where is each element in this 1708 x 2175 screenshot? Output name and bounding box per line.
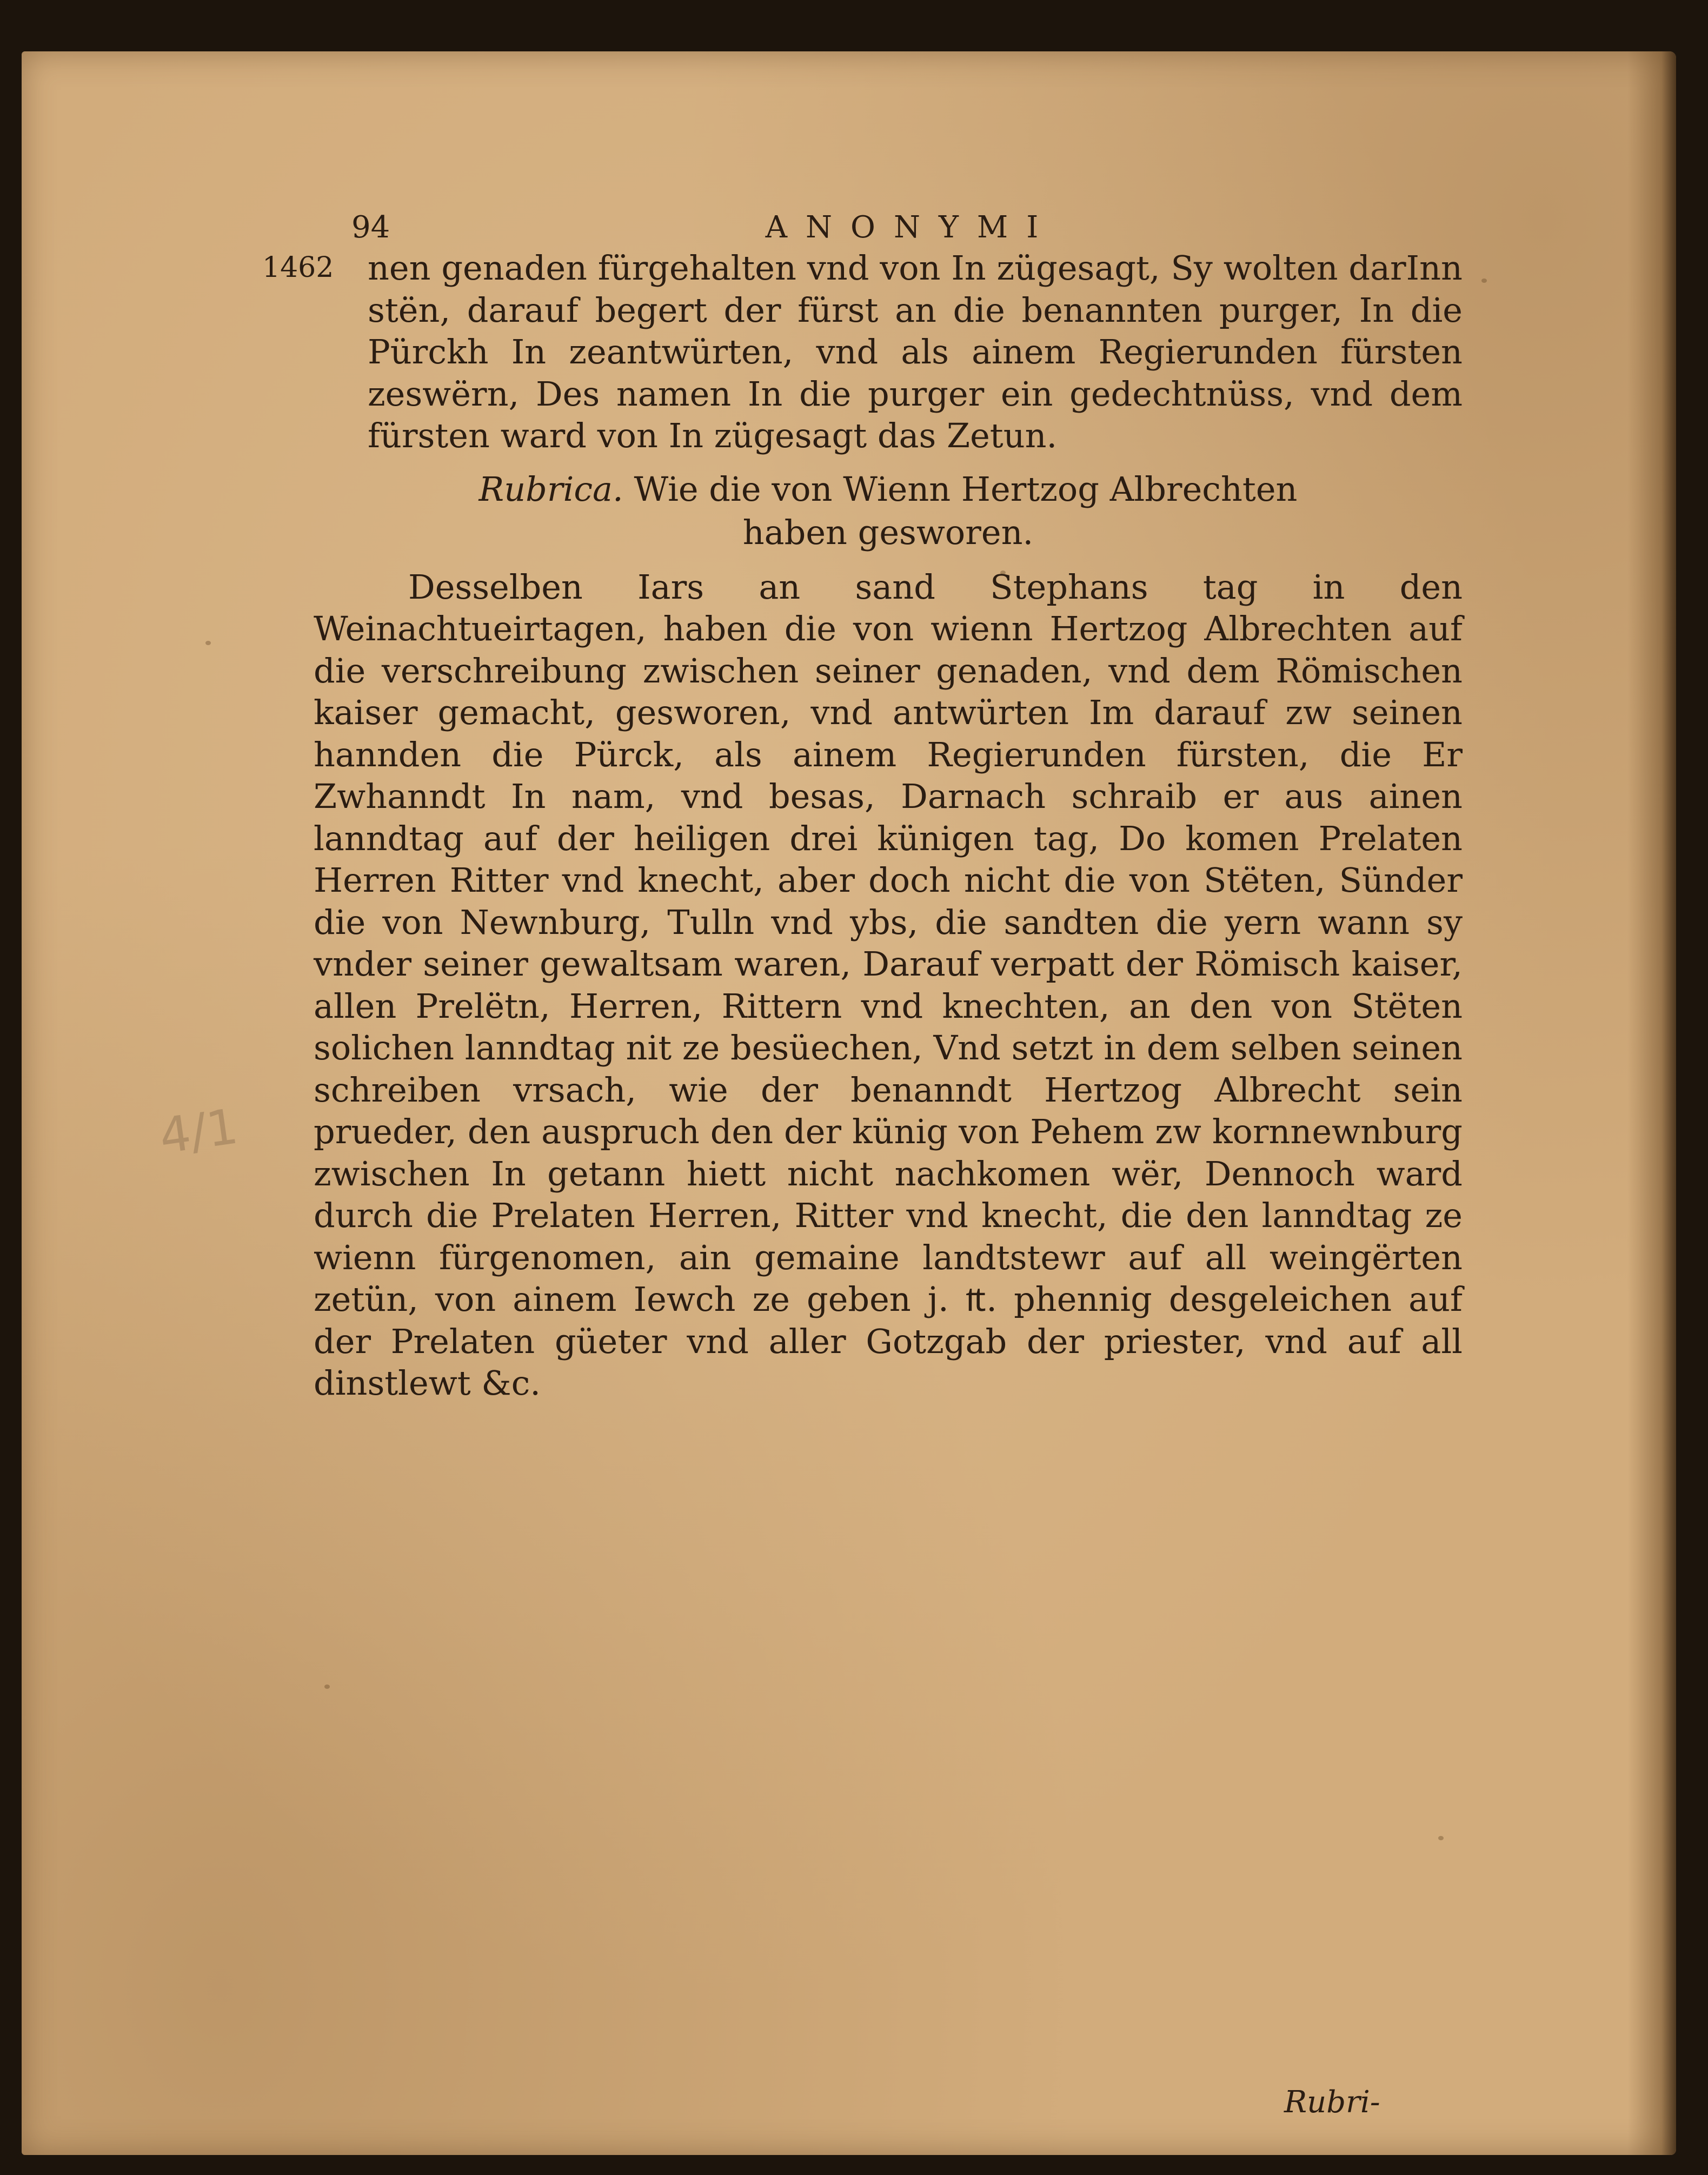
catchword: Rubri- (1284, 2085, 1380, 2120)
page-gutter-shadow (1627, 51, 1676, 2155)
paragraph-continued (262, 247, 1463, 457)
rubric-title-line-1: Wie die von Wienn Hertzog Albrechten (634, 469, 1298, 509)
page-number: 94 (351, 210, 390, 245)
rubric-line-1 (314, 468, 1463, 511)
rubric-heading (314, 468, 1463, 554)
rubric-label: Rubrica. (478, 469, 623, 509)
paragraph-main: Desselben Iars an sand Stephans tag in den Weinachtueirtagen, haben die von wienn Hertzog Albrechten auf die verschreibung zwischen seiner genaden, vnd dem Römischen kaiser gemacht, gesworen, vnd antwürten Im darauf zw seinen hannden die Pürck, als ainem Regierunden fürsten, die Er Zwhanndt In nam, vnd besas, Darnach schraib er aus ainen lanndtag auf der heiligen drei künigen tag, Do komen Prelaten Herren Ritter vnd knecht, aber doch nicht die von Stëten, Sünder die von Newnburg, Tulln vnd ybs, die sandten die yern wann sy vnder seiner gewaltsam waren, Darauf verpatt der Römisch kaiser, allen Prelëtn, Herren, Rittern vnd knechten, an den von Stëten solichen lanndtag nit ze besüechen, Vnd setzt in dem selben seinen schreiben vrsach, wie der benanndt Hertzog Albrecht sein prueder, den auspruch den der künig von Pehem zw kornnewnburg zwischen In getann hiett nicht nachkomen wër, Dennoch ward durch die Prelaten Herren, Ritter vnd knecht, die den lanndtag ze wienn fürgenomen, ain gemaine landtstewr auf all weingërten zetün, von ainem Iewch ze geben j. ₶. phennig desgeleichen auf der Prelaten güeter vnd aller Gotzgab der priester, vnd auf all dinstlewt &c. (314, 567, 1463, 1403)
paragraph-continued-text: nen genaden fürgehalten vnd von In zügesagt, Sy wolten darInn stën, darauf begert der fürst an die benannten purger, In die Pürckh In zeantwürten, vnd als ainem Regierunden fürsten zeswërn, Des namen In die purger ein gedechtnüss, vnd dem fürsten ward von In zügesagt das Zetun. (368, 248, 1463, 455)
paper-fleck (1481, 278, 1487, 283)
rubric-title-line-2: haben gesworen. (742, 512, 1034, 552)
running-title: ANONYMI (765, 210, 1057, 245)
running-head (314, 208, 1444, 247)
text-block (262, 208, 1463, 1404)
body-text (262, 247, 1463, 1404)
margin-year: 1462 (262, 251, 334, 284)
paper-fleck (324, 1685, 330, 1689)
margin-pencil-mark: 4/1 (156, 1098, 242, 1165)
paper-fleck (205, 641, 211, 645)
paper-fleck (1438, 1836, 1444, 1840)
